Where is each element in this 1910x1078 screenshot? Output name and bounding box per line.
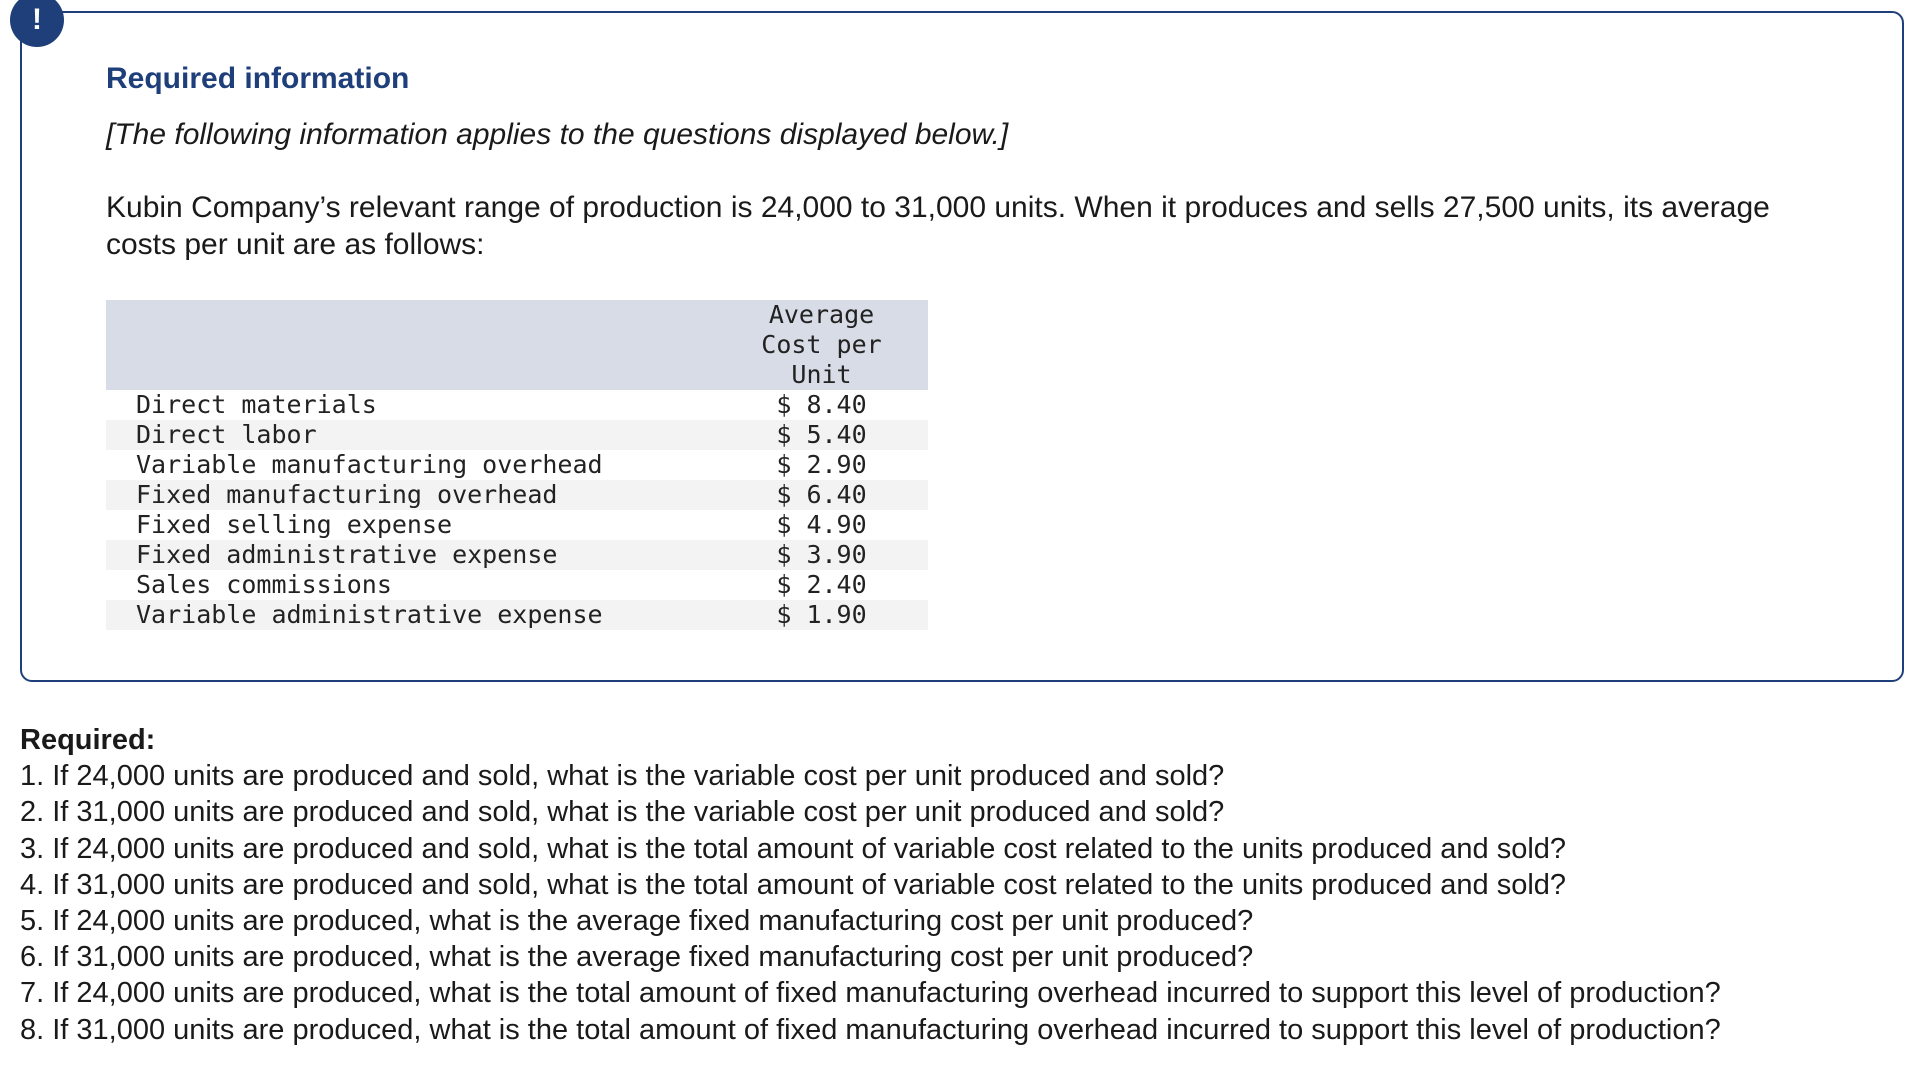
question-item: 7. If 24,000 units are produced, what is the total amount of fixed manufacturing overhead incurred to support this level of production? bbox=[20, 977, 1721, 1010]
intro-paragraph: Kubin Company’s relevant range of production is 24,000 to 31,000 units. When it produces and sells 27,500 units, its average costs per unit are as follows: bbox=[106, 191, 1770, 261]
table-row bbox=[106, 600, 928, 630]
cost-item-value: $ 1.90 bbox=[715, 600, 928, 630]
exclamation-icon: ! bbox=[10, 0, 64, 47]
table-row bbox=[106, 450, 928, 480]
cost-item-value: $ 4.90 bbox=[776, 510, 867, 539]
cost-item-value: $ 5.40 bbox=[715, 420, 928, 450]
cost-table bbox=[106, 300, 928, 630]
header-item-column bbox=[106, 300, 715, 390]
question-item: 4. If 31,000 units are produced and sold, what is the total amount of variable cost related to the units produced and sold? bbox=[20, 868, 1567, 901]
cost-item-value: $ 2.90 bbox=[776, 450, 867, 479]
cost-item-label: Direct materials bbox=[136, 390, 377, 419]
cost-item-value: $ 6.40 bbox=[715, 480, 928, 510]
header-average-cost-column bbox=[715, 300, 928, 390]
cost-item-value: $ 8.40 bbox=[776, 390, 867, 419]
cost-item-label: Fixed manufacturing overhead bbox=[106, 480, 715, 510]
question-list bbox=[20, 758, 1900, 1048]
required-information-title: Required information bbox=[106, 62, 410, 95]
cost-item-label: Fixed selling expense bbox=[136, 510, 453, 539]
table-row bbox=[106, 390, 928, 420]
question-item: 8. If 31,000 units are produced, what is the total amount of fixed manufacturing overhead incurred to support this level of production? bbox=[20, 1013, 1721, 1046]
cost-item-label: Fixed administrative expense bbox=[106, 540, 715, 570]
table-row bbox=[106, 420, 928, 450]
table-row bbox=[106, 480, 928, 510]
table-row bbox=[106, 570, 928, 600]
question-item: 6. If 31,000 units are produced, what is the average fixed manufacturing cost per unit produced? bbox=[20, 941, 1254, 974]
cost-item-label: Variable administrative expense bbox=[106, 600, 715, 630]
question-item: 3. If 24,000 units are produced and sold, what is the total amount of variable cost related to the units produced and sold? bbox=[20, 832, 1567, 865]
cost-item-label: Variable manufacturing overhead bbox=[136, 450, 603, 479]
table-row bbox=[106, 510, 928, 540]
required-label: Required: bbox=[20, 724, 156, 756]
table-row bbox=[106, 540, 928, 570]
header-average-cost-label: Average Cost per Unit bbox=[761, 300, 882, 389]
applies-note: [The following information applies to the questions displayed below.] bbox=[106, 118, 1009, 151]
question-item: 5. If 24,000 units are produced, what is the average fixed manufacturing cost per unit produced? bbox=[20, 905, 1254, 938]
question-item: 1. If 24,000 units are produced and sold, what is the variable cost per unit produced and sold? bbox=[20, 760, 1225, 793]
cost-item-label: Direct labor bbox=[106, 420, 715, 450]
cost-item-label: Sales commissions bbox=[136, 570, 392, 599]
table-header-row bbox=[106, 300, 928, 390]
cost-item-value: $ 2.40 bbox=[776, 570, 867, 599]
cost-item-value: $ 3.90 bbox=[715, 540, 928, 570]
question-item: 2. If 31,000 units are produced and sold, what is the variable cost per unit produced and sold? bbox=[20, 796, 1225, 829]
required-section bbox=[20, 722, 1900, 1048]
